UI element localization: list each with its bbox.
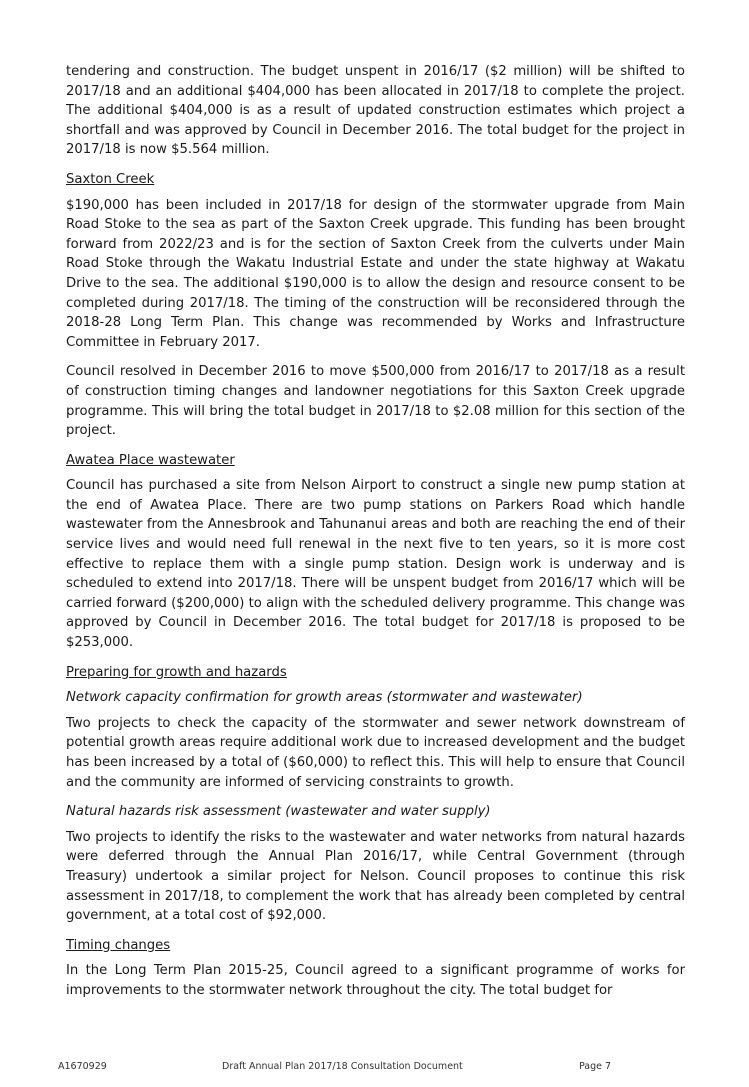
paragraph-natural-hazards: Two projects to identify the risks to the wastewater and water networks from natural hazards were deferred through the Annual Plan 2016/17, while Central Government (through Treasury) undertook a similar project for Nelson. Council proposes to continue this risk assessment in 2017/18, to complement the work that has already been completed by central government, at a total cost of $92,000. xyxy=(66,829,685,924)
paragraph-saxton-timing: Council resolved in December 2016 to move $500,000 from 2016/17 to 2017/18 as a result of construction timing changes and landowner negotiations for this Saxton Creek upgrade programme. This will bring the total budget in 2017/18 to $2.08 million for this section of the project. xyxy=(66,364,685,439)
paragraph-awatea-pump-station: Council has purchased a site from Nelson Airport to construct a single new pump station at the end of Awatea Place. There are two pump stations on Parkers Road which handle wastewater from the Annesbrook and Tahunanui areas and both are reaching the end of their service lives and would need full renewal in the next five to ten years, so it is more cost effective to replace them with a single pump station. Design work is underway and is scheduled to extend into 2017/18. There will be unspent budget from 2016/17 which will be carried forward ($200,000) to align with the scheduled delivery programme. This change was approved by Council in December 2016. The total budget for 2017/18 is proposed to be $253,000. xyxy=(66,478,685,651)
heading-saxton-creek: Saxton Creek xyxy=(66,171,155,187)
paragraph-long-term-plan: In the Long Term Plan 2015-25, Council agreed to a significant programme of works for improvements to the stormwater network throughout the city. The total budget for xyxy=(66,963,685,998)
paragraph-budget-unspent: tendering and construction. The budget unspent in 2016/17 ($2 million) will be shifted to 2017/18 and an additional $404,000 has been allocated in 2017/18 to complete the project. The additional $404,000 is as a result of updated construction estimates which project a shortfall and was approved by Council in December 2016. The total budget for the project in 2017/18 is now $5.564 million. xyxy=(66,64,685,158)
heading-growth-hazards: Preparing for growth and hazards xyxy=(66,664,287,680)
document-body xyxy=(66,62,685,1011)
subheading-network-capacity: Network capacity confirmation for growth areas (stormwater and wastewater) xyxy=(66,690,583,706)
page-footer xyxy=(58,1061,698,1077)
paragraph-saxton-design: $190,000 has been included in 2017/18 for design of the stormwater upgrade from Main Road Stoke to the sea as part of the Saxton Creek upgrade. This funding has been brought forward from 2022/23 and is for the section of Saxton Creek from the culverts under Main Road Stoke through the Wakatu Industrial Estate and under the state highway at Wakatu Drive to the sea. The additional $190,000 is to allow the design and resource consent to be completed during 2017/18. The timing of the construction will be reconsidered through the 2018-28 Long Term Plan. This change was recommended by Works and Infrastructure Committee in February 2017. xyxy=(66,197,685,350)
footer-page-number: Page 7 xyxy=(579,1061,612,1072)
footer-doc-title: Draft Annual Plan 2017/18 Consultation Document xyxy=(222,1061,463,1072)
heading-timing-changes: Timing changes xyxy=(66,937,171,953)
subheading-natural-hazards: Natural hazards risk assessment (wastewater and water supply) xyxy=(66,804,491,820)
paragraph-network-capacity: Two projects to check the capacity of the stormwater and sewer network downstream of potential growth areas require additional work due to increased development and the budget has been increased by a total of ($60,000) to reflect this. This will help to ensure that Council and the community are informed of servicing constraints to growth. xyxy=(66,715,685,790)
footer-doc-id: A1670929 xyxy=(58,1061,107,1072)
heading-awatea-place: Awatea Place wastewater xyxy=(66,452,235,468)
